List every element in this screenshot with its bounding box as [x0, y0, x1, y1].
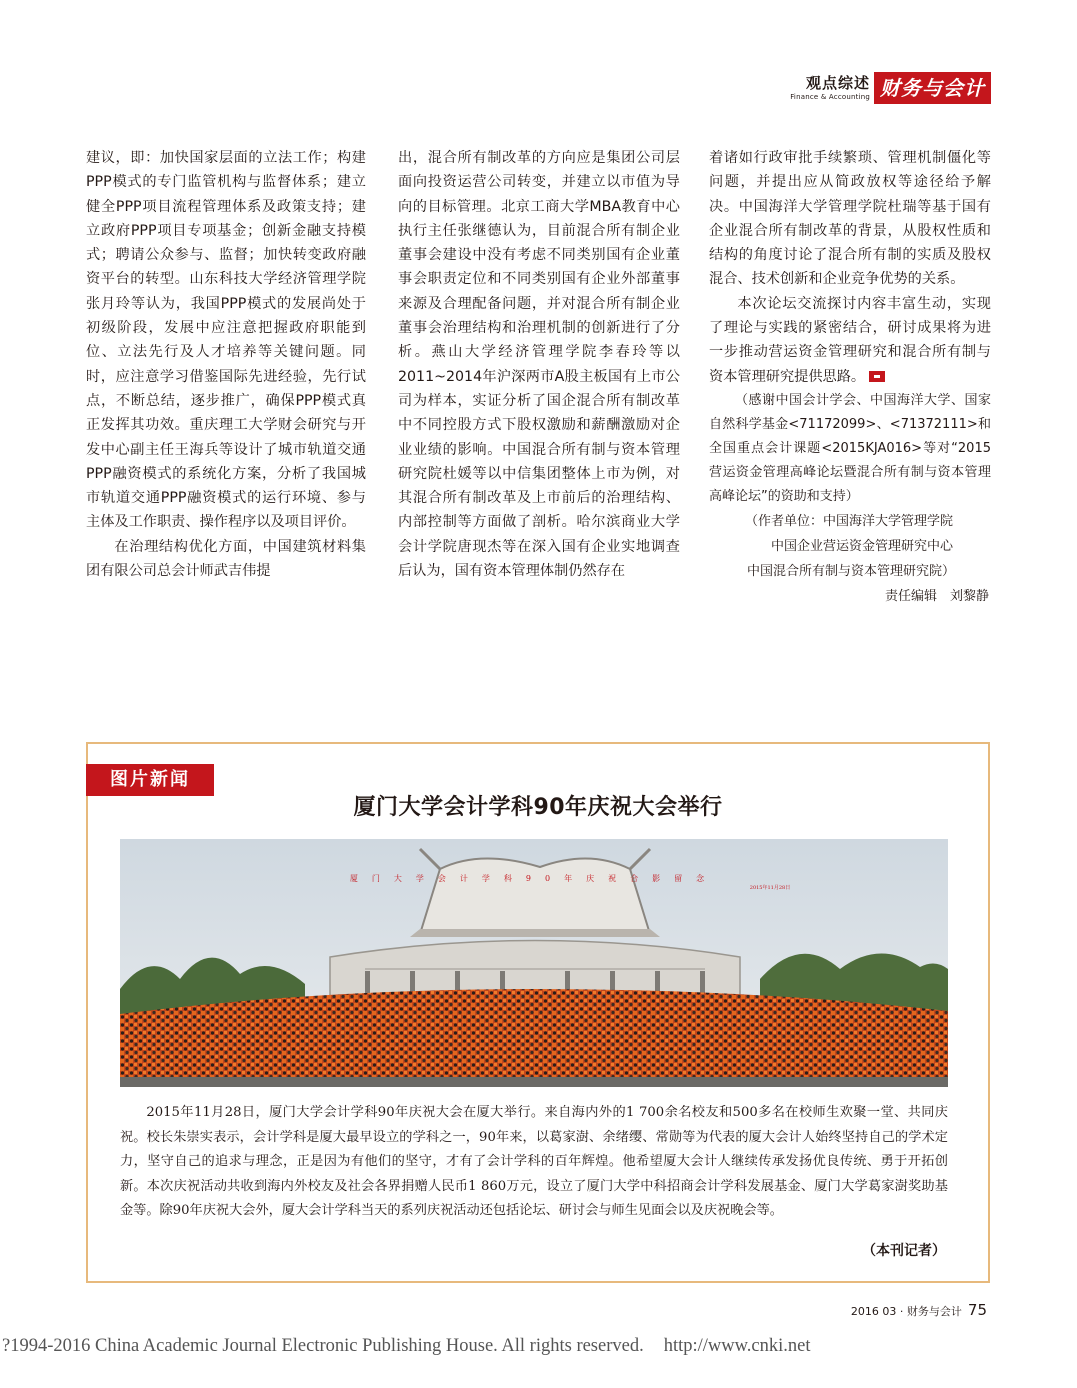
paragraph: 在治理结构优化方面，中国建筑材料集团有限公司总会计师武吉伟提 [86, 538, 366, 580]
photo-banner-date: 2015年11月28日 [749, 885, 791, 891]
text-column-2 [398, 146, 680, 583]
page-footer [851, 1301, 987, 1319]
paragraph: 建议，即：加快国家层面的立法工作；构建PPP模式的专门监管机构与监督体系；建立健全PPP项目流程管理体系及政策支持；建立政府PPP项目专项基金；创新金融支持模式；聘请公众参与、监督；加快转变政府融资平台的转型。山东科技大学经济管理学院张月玲等认为，我国PPP模式的发展尚处于初级阶段，发展中应注意把握政府职能到位、立法先行及人才培养等关键问题。同时，应注意学习借鉴国际先进经验，先行试点，不断总结，逐步推广，确保PPP模式真正发挥其功效。重庆理工大学财会研究与开发中心副主任王海兵等设计了城市轨道交通PPP融资模式的系统化方案，分析了我国城市轨道交通PPP融资模式的运行环境、参与主体及工作职责、操作程序以及项目评价。 [86, 150, 366, 531]
copyright-line [2, 1336, 811, 1357]
header-text [790, 72, 870, 102]
cnki-link[interactable]: http://www.cnki.net [663, 1336, 811, 1356]
text-column-1 [86, 146, 366, 583]
group-photo [120, 839, 948, 1087]
issue-info: 2016 03 · 财务与会计 [850, 1305, 962, 1318]
end-mark-icon [869, 371, 885, 382]
author-affiliation [709, 509, 991, 584]
page-header [790, 72, 991, 106]
responsible-editor: 责任编辑 刘黎静 [884, 588, 989, 604]
section-title: 观点综述 [805, 74, 870, 92]
paragraph: 出，混合所有制改革的方向应是集团公司层面向投资运营公司转变，并建立以市值为导向的目标管理。北京工商大学MBA教育中心执行主任张继德认为，目前混合所有制企业董事会建设中没有考虑不同类别国有企业董事会职责定位和不同类别国有企业外部董事来源及合理配备问题，并对混合所有制企业董事会治理结构和治理机制的创新进行了分析。燕山大学经济管理学院李春玲等以2011~2014年沪深两市A股主板国有上市公司为样本，实证分析了国企混合所有制改革中不同控股方式下股权激励和薪酬激励对企业业绩的影响。中国混合所有制与资本管理研究院杜媛等以中信集团整体上市为例，对其混合所有制改革及上市前后的治理结构、内部控制等方面做了剖析。哈尔滨商业大学会计学院唐现杰等在深入国有企业实地调查后认为，国有资本管理体制仍然存在 [398, 150, 680, 580]
acknowledgement-note: （感谢中国会计学会、中国海洋大学、国家自然科学基金<71172099>、<71372111>和全国重点会计课题<2015KJA016>等对“2015营运资金管理高峰论坛暨混合所有制与资本管理高峰论坛”的资助和支持） [709, 392, 991, 504]
affiliation-line: （作者单位：中国海洋大学管理学院 [745, 513, 954, 529]
affiliation-line: 中国混合所有制与资本管理研究院） [747, 563, 956, 579]
text-column-3 [709, 146, 991, 609]
paragraph: 着诸如行政审批手续繁琐、管理机制僵化等问题，并提出应从简政放权等途径给予解决。中国海洋大学管理学院杜瑞等基于国有企业混合所有制改革的背景，从股权性质和结构的角度讨论了混合所有制的实质及股权混合、技术创新和企业竞争优势的关系。 [709, 150, 991, 288]
section-subtitle: Finance & Accounting [790, 93, 870, 101]
journal-logo: 财务与会计 [874, 72, 991, 104]
photo-banner: 厦门大学会计学科90年庆祝合影留念 [349, 874, 719, 883]
page-number: 75 [967, 1301, 987, 1319]
paragraph-text: 本次论坛交流探讨内容丰富生动，实现了理论与实践的紧密结合，研讨成果将为进一步推动营运资金管理研究和混合所有制与资本管理研究提供思路。 [709, 295, 991, 385]
paragraph [709, 292, 991, 389]
affiliation-line: 中国企业营运资金管理研究中心 [771, 538, 954, 554]
copyright-text: ?1994-2016 China Academic Journal Electronic Publishing House. All rights reserved. [2, 1336, 644, 1356]
news-tag: 图片新闻 [86, 764, 214, 796]
reporter-credit: （本刊记者） [862, 1243, 946, 1259]
photo-caption: 2015年11月28日，厦门大学会计学科90年庆祝大会在厦大举行。来自海内外的1 700余名校友和500多名在校师生欢聚一堂、共同庆祝。校长朱崇实表示，会计学科是厦大最早设立的学科之一，90年来，以葛家澍、余绪缨、常勋等为代表的厦大会计人始终坚持自己的学术定力，坚守自己的追求与理念，正是因为有他们的坚守，才有了会计学科的百年辉煌。他希望厦大会计人继续传承发扬优良传统、勇于开拓创新。本次庆祝活动共收到海内外校友及社会各界捐赠人民币1 860万元，设立了厦门大学中科招商会计学科发展基金、厦门大学葛家澍奖助基金等。除90年庆祝大会外，厦大会计学科当天的系列庆祝活动还包括论坛、研讨会与师生见面会以及庆祝晚会等。 [120, 1105, 948, 1219]
news-title: 厦门大学会计学科90年庆祝大会举行 [353, 795, 723, 820]
photo-news-box [86, 742, 990, 1283]
